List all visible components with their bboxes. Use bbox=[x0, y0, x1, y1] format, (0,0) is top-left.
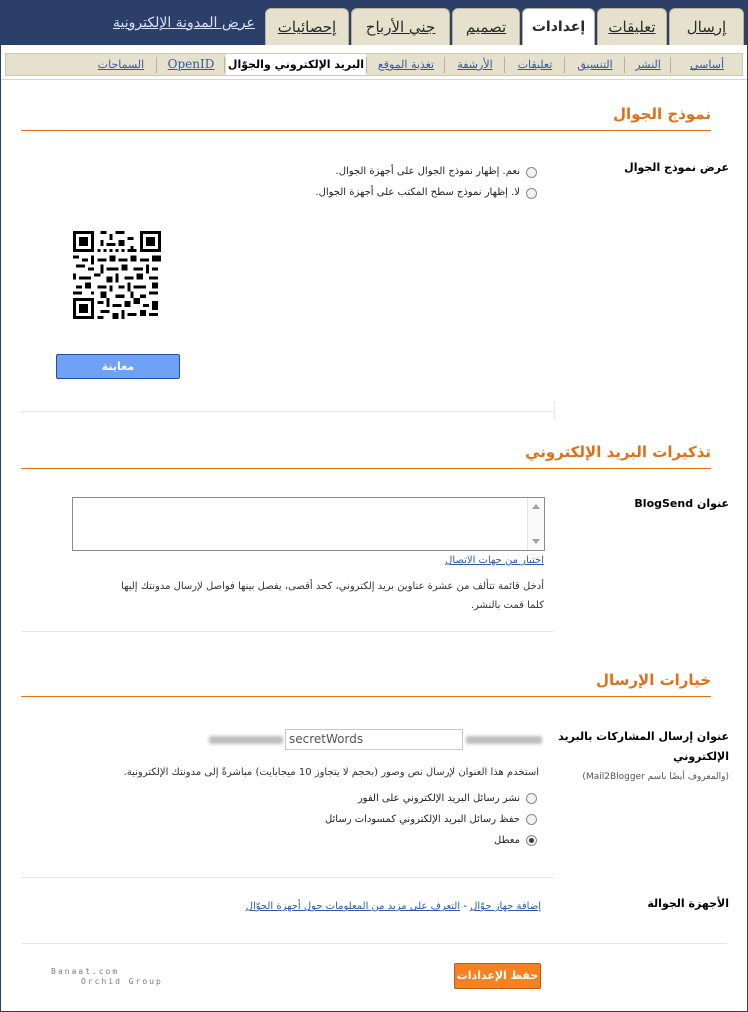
subtab-permissions[interactable]: السماحات bbox=[97, 58, 145, 71]
posting-section-heading: خيارات الإرسال bbox=[596, 671, 711, 689]
publish-immediately-radio[interactable] bbox=[526, 793, 537, 804]
mobile-section-heading: نموذج الجوال bbox=[613, 105, 711, 123]
section-divider bbox=[21, 696, 711, 697]
tab-design[interactable]: تصميم bbox=[452, 8, 520, 45]
subtab-formatting[interactable]: التنسيق bbox=[577, 58, 613, 71]
mail2blogger-label bbox=[558, 727, 729, 787]
subtab-separator bbox=[156, 57, 157, 73]
row-divider bbox=[21, 631, 554, 632]
sub-nav-bar bbox=[1, 45, 747, 80]
scroll-down-arrow-icon[interactable] bbox=[532, 539, 540, 544]
subtab-separator bbox=[670, 57, 671, 73]
subtab-site-feed[interactable]: تغذية الموقع bbox=[377, 58, 435, 71]
view-blog-link[interactable]: عرض المدونة الإلكترونية bbox=[113, 15, 255, 31]
sub-nav-strip bbox=[5, 53, 743, 76]
scroll-up-arrow-icon[interactable] bbox=[532, 504, 540, 509]
links-separator: - bbox=[463, 901, 467, 912]
mail2blogger-help-text: استخدم هذا العنوان لإرسال نص وصور (بحجم لا يتجاوز 10 ميجابايت) مباشرةً إلى مدونتك الإلكترونية. bbox=[123, 767, 539, 778]
email-section-heading: تذكيرات البريد الإلكتروني bbox=[525, 443, 711, 461]
disabled-label: معطل bbox=[494, 835, 520, 846]
subtab-email-mobile[interactable]: البريد الإلكتروني والجوّال bbox=[226, 54, 366, 75]
save-settings-button[interactable]: حفظ الإعدادات bbox=[454, 963, 541, 989]
email-prefix-blurred bbox=[209, 736, 283, 744]
tab-comments[interactable]: تعليقات bbox=[597, 8, 667, 45]
tab-posting[interactable]: إرسال bbox=[669, 8, 744, 45]
blogsend-help-text: أدخل قائمة تتألف من عشرة عناوين بريد إلكتروني، كحد أقصى، يفصل بينها فواصل لإرسال مدونتك إليها كلما قمت بالنشر. bbox=[121, 581, 544, 611]
tab-monetize[interactable]: جني الأرباح bbox=[351, 8, 450, 45]
blogsend-label: عنوان BlogSend bbox=[634, 497, 729, 510]
save-drafts-radio[interactable] bbox=[526, 814, 537, 825]
column-divider bbox=[554, 401, 555, 419]
section-divider bbox=[21, 130, 711, 131]
mobile-no-radio[interactable] bbox=[526, 188, 537, 199]
tab-settings[interactable]: إعدادات bbox=[522, 8, 595, 46]
publish-immediately-label: نشر رسائل البريد الإلكتروني على الفور bbox=[357, 793, 520, 804]
secret-words-input[interactable]: secretWords bbox=[285, 729, 463, 750]
watermark-line1: Banaat.com bbox=[51, 967, 120, 976]
watermark-logo bbox=[51, 967, 163, 987]
row-divider bbox=[21, 943, 727, 944]
add-mobile-device-link[interactable]: إضافة جهاز جوّال bbox=[470, 901, 541, 912]
preview-button[interactable]: معاينة bbox=[56, 354, 180, 379]
subtab-publishing[interactable]: النشر bbox=[635, 58, 661, 71]
subtab-archiving[interactable]: الأرشفة bbox=[457, 58, 493, 71]
choose-contacts-link[interactable]: اختيار من جهات الاتصال bbox=[445, 555, 544, 566]
subtab-comments[interactable]: تعليقات bbox=[517, 58, 553, 71]
mail2blogger-label-line1: عنوان إرسال المشاركات بالبريد bbox=[558, 730, 729, 743]
textarea-scrollbar[interactable] bbox=[527, 498, 544, 550]
qr-code-image bbox=[73, 231, 161, 319]
subtab-separator bbox=[624, 57, 625, 73]
watermark-line2: Orchid Group bbox=[81, 977, 163, 986]
mobile-template-label: عرض نموذج الجوال bbox=[624, 161, 729, 174]
mobile-devices-label: الأجهزة الجوالة bbox=[647, 897, 729, 910]
subtab-separator bbox=[564, 57, 565, 73]
subtab-openid[interactable]: OpenID bbox=[167, 57, 215, 71]
subtab-basic[interactable]: أساسي bbox=[689, 58, 724, 71]
row-divider bbox=[21, 411, 554, 412]
subtab-separator bbox=[504, 57, 505, 73]
subtab-separator bbox=[224, 57, 225, 73]
learn-more-mobile-link[interactable]: التعرف على مزيد من المعلومات حول أجهزة الجوّال bbox=[245, 901, 461, 912]
mail2blogger-note: (والمعروف أيضًا باسم Mail2Blogger) bbox=[582, 772, 729, 782]
subtab-separator bbox=[366, 57, 367, 73]
disabled-radio[interactable] bbox=[526, 835, 537, 846]
row-divider bbox=[21, 877, 554, 878]
mobile-devices-links bbox=[246, 901, 541, 912]
mobile-yes-label: نعم. إظهار نموذج الجوال على أجهزة الجوال. bbox=[335, 166, 520, 177]
mobile-yes-radio[interactable] bbox=[526, 167, 537, 178]
mail2blogger-label-line2: الإلكتروني bbox=[673, 750, 729, 763]
tab-stats[interactable]: إحصائيات bbox=[265, 8, 349, 45]
blogsend-textarea[interactable] bbox=[72, 497, 545, 551]
section-divider bbox=[21, 468, 711, 469]
mobile-no-label: لا. إظهار نموذج سطح المكتب على أجهزة الجوال. bbox=[315, 187, 520, 198]
subtab-separator bbox=[444, 57, 445, 73]
top-nav-bar bbox=[1, 1, 747, 45]
save-drafts-label: حفظ رسائل البريد الإلكتروني كمسودات رسائل bbox=[324, 814, 520, 825]
email-domain-blurred bbox=[466, 736, 542, 744]
